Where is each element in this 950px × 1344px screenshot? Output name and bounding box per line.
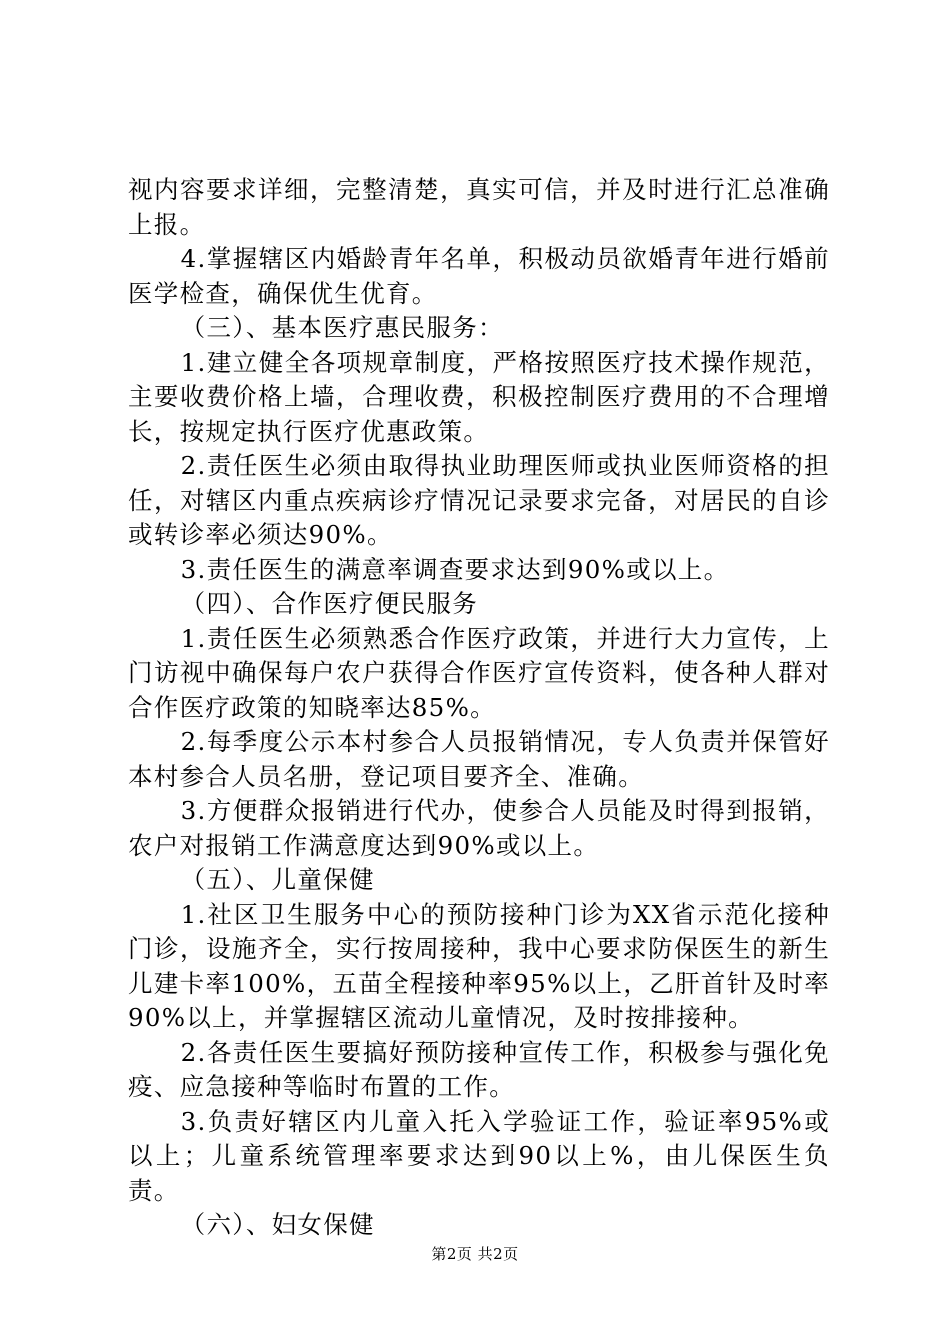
paragraph: 1.责任医生必须熟悉合作医疗政策，并进行大力宣传，上门访视中确保每户农户获得合作医疗宣传资料，使各种人群对合作医疗政策的知晓率达85%。	[128, 623, 830, 722]
paragraph: 2.各责任医生要搞好预防接种宣传工作，积极参与强化免疫、应急接种等临时布置的工作。	[128, 1037, 830, 1101]
page-number-label: 第2页 共2页	[431, 1245, 519, 1263]
paragraph: 2.责任医生必须由取得执业助理医师或执业医师资格的担任，对辖区内重点疾病诊疗情况记录要求完备，对居民的自诊或转诊率必须达90%。	[128, 451, 830, 549]
paragraph: 1.建立健全各项规章制度，严格按照医疗技术操作规范，主要收费价格上墙，合理收费，积极控制医疗费用的不合理增长，按规定执行医疗优惠政策。	[128, 347, 830, 446]
section-heading: （六）、妇女保健	[180, 1210, 375, 1239]
paragraph: 3.责任医生的满意率调查要求达到90%或以上。	[180, 554, 730, 584]
document-body	[128, 173, 830, 1243]
section-heading: （四）、合作医疗便民服务	[180, 589, 479, 618]
paragraph: 2.每季度公示本村参合人员报销情况，专人负责并保管好本村参合人员名册，登记项目要齐全、准确。	[128, 727, 830, 791]
paragraph: 3.负责好辖区内儿童入托入学验证工作，验证率95%或以上；儿童系统管理率要求达到90以上%，由儿保医生负责。	[128, 1106, 830, 1205]
section-heading: （三）、基本医疗惠民服务：	[180, 313, 504, 342]
page-footer	[0, 1244, 950, 1264]
paragraph: 1.社区卫生服务中心的预防接种门诊为XX省示范化接种门诊，设施齐全，实行按周接种，我中心要求防保医生的新生儿建卡率100%，五苗全程接种率95%以上，乙肝首针及时率90%以上，并掌握辖区流动儿童情况，及时按排接种。	[128, 899, 830, 1032]
paragraph: 视内容要求详细，完整清楚，真实可信，并及时进行汇总准确上报。	[128, 175, 830, 239]
paragraph: 4.掌握辖区内婚龄青年名单，积极动员欲婚青年进行婚前医学检查，确保优生优育。	[128, 244, 830, 308]
paragraph: 3.方便群众报销进行代办，使参合人员能及时得到报销，农户对报销工作满意度达到90%或以上。	[128, 796, 830, 860]
section-heading: （五）、儿童保健	[180, 865, 375, 894]
